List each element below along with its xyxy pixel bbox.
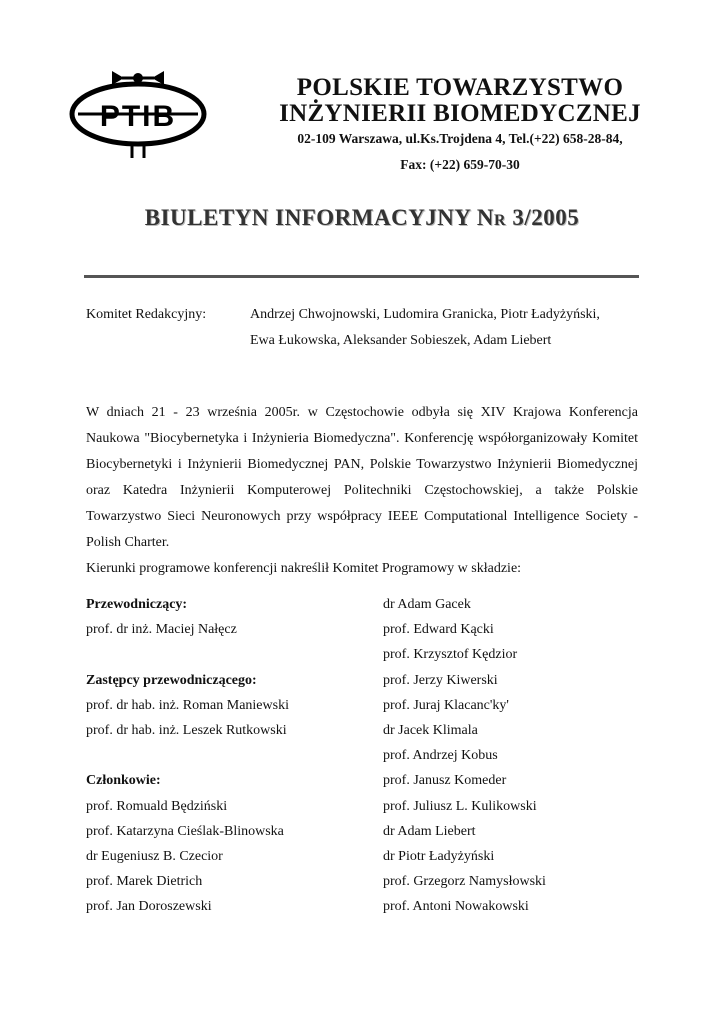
editorial-line1: Andrzej Chwojnowski, Ludomira Granicka, Piotr Ładyżyński,: [250, 307, 600, 322]
vice-name: prof. dr hab. inż. Leszek Rutkowski: [86, 723, 287, 738]
member-name: prof. Andrzej Kobus: [383, 748, 498, 764]
member-name: prof. Juliusz L. Kulikowski: [383, 798, 537, 814]
member-name: prof. Janusz Komeder: [383, 773, 507, 789]
member-name: dr Adam Liebert: [383, 823, 476, 839]
bulletin-title: BIULETYN INFORMACYJNY Nr 3/2005: [144, 205, 580, 230]
committee-right-column: [383, 592, 663, 920]
chair-heading: Przewodniczący:: [86, 597, 188, 612]
member-name: dr Adam Gacek: [383, 597, 471, 612]
editorial-names: [250, 302, 670, 354]
member-name: prof. Juraj Klacanc'ky': [383, 697, 509, 713]
org-name-line1: POLSKIE TOWARZYSTWO: [296, 74, 624, 101]
member-name: prof. Antoni Nowakowski: [383, 899, 529, 915]
editorial-line2: Ewa Łukowska, Aleksander Sobieszek, Adam Liebert: [250, 333, 552, 348]
intro-text: [86, 400, 638, 582]
org-name-line2: INŻYNIERII BIOMEDYCZNEJ: [279, 100, 641, 127]
program-line: Kierunki programowe konferencji nakreślił Komitet Programowy w składzie:: [86, 561, 522, 576]
member-name: prof. Krzysztof Kędzior: [383, 647, 518, 663]
vice-name: prof. dr hab. inż. Roman Maniewski: [86, 697, 289, 713]
member-name: prof. Edward Kącki: [383, 622, 494, 638]
vice-heading: Zastępcy przewodniczącego:: [86, 672, 257, 688]
member-name: prof. Romuald Będziński: [86, 798, 228, 814]
editorial-label: Komitet Redakcyjny:: [86, 307, 207, 322]
chair-name: prof. dr inż. Maciej Nałęcz: [86, 622, 237, 638]
member-name: prof. Jan Doroszewski: [86, 899, 212, 915]
member-name: prof. Grzegorz Namysłowski: [383, 874, 546, 890]
member-name: prof. Jerzy Kiwerski: [383, 672, 498, 688]
divider: [84, 275, 639, 278]
member-name: dr Eugeniusz B. Czecior: [86, 849, 223, 864]
committee-left-column: [86, 592, 366, 920]
org-fax: Fax: (+22) 659-70-30: [400, 157, 520, 172]
ptib-logo: [66, 66, 210, 162]
logo-text: PTIB: [99, 100, 177, 133]
member-name: prof. Katarzyna Cieślak-Blinowska: [86, 823, 284, 839]
members-heading: Członkowie:: [86, 773, 161, 789]
member-name: dr Jacek Klimala: [383, 723, 478, 739]
member-name: dr Piotr Ładyżyński: [383, 849, 495, 865]
org-address: 02-109 Warszawa, ul.Ks.Trojdena 4, Tel.(+22) 658-28-84,: [297, 131, 623, 146]
intro-paragraph: W dniach 21 - 23 września 2005r. w Częstochowie odbyła się XIV Krajowa Konferencja Naukowa "Biocybernetyka i Inżynieria Biomedyczna". Konferencję współorganizowały Komitet Biocybernetyki i Inżynierii Biomedycznej PAN, Polskie Towarzystwo Inżynierii Biomedycznej oraz Katedra Inżynierii Komputerowej Politechniki Częstochowskiej, a także Polskie Towarzystwo Sieci Neuronowych przy współpracy IEEE Computational Intelligence Society - Polish Charter.: [86, 405, 638, 550]
member-name: prof. Marek Dietrich: [86, 874, 203, 890]
